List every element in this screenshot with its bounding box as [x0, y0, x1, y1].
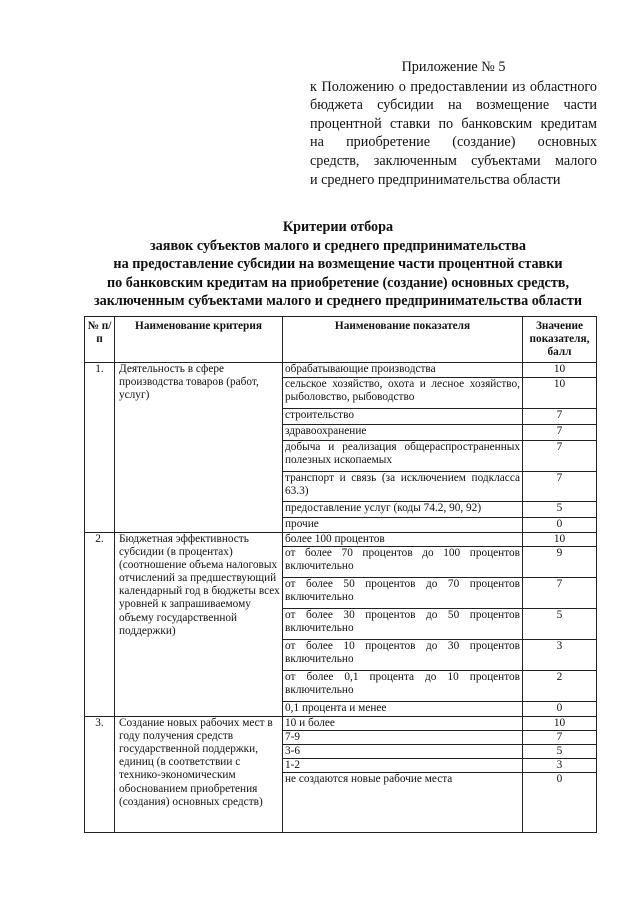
value-cell: 7 [523, 731, 597, 745]
indicator-cell: 1-2 [283, 759, 523, 773]
indicator-cell: от более 0,1 процента до 10 процентов включительно [283, 671, 523, 702]
value-cell: 9 [523, 547, 597, 578]
indicator-cell: здравоохранение [283, 425, 523, 441]
value-cell: 7 [523, 409, 597, 425]
indicator-cell: обрабатывающие производства [283, 363, 523, 378]
row-num: 3. [85, 717, 115, 833]
annex-body [310, 78, 597, 190]
header-value: Значение показателя, балл [523, 317, 597, 363]
value-cell: 10 [523, 717, 597, 731]
value-cell: 5 [523, 745, 597, 759]
value-cell: 0 [523, 773, 597, 833]
value-cell: 7 [523, 472, 597, 502]
indicator-cell: 0,1 процента и менее [283, 702, 523, 717]
row-num: 1. [85, 363, 115, 533]
annex-line: процентной ставки по банковским кредитам [310, 115, 597, 132]
value-cell: 7 [523, 441, 597, 472]
value-cell: 7 [523, 425, 597, 441]
indicator-cell: 3-6 [283, 745, 523, 759]
value-cell: 2 [523, 671, 597, 702]
table-row [85, 363, 597, 378]
indicator-cell: строительство [283, 409, 523, 425]
annex-line: и среднего предпринимательства области [310, 171, 561, 188]
indicator-cell: прочие [283, 518, 523, 533]
annex-line: средств, заключенным субъектами малого [310, 152, 597, 169]
value-cell: 10 [523, 363, 597, 378]
criteria-table [84, 316, 597, 833]
heading-line: на предоставление субсидии на возмещение части процентной ставки [113, 256, 563, 272]
indicator-cell: от более 30 процентов до 50 процентов включительно [283, 609, 523, 640]
value-cell: 3 [523, 759, 597, 773]
row-criterion: Создание новых рабочих мест в году получения средств государственной поддержки, единиц (в соответствии с технико-экономическим обоснованием приобретения (создания) основных средств) [115, 717, 283, 833]
header-indicator: Наименование показателя [283, 317, 523, 363]
indicator-cell: сельское хозяйство, охота и лесное хозяйство, рыболовство, рыбоводство [283, 378, 523, 409]
header-criterion: Наименование критерия [115, 317, 283, 363]
heading-line: заключенным субъектами малого и среднего предпринимательства области [93, 293, 583, 309]
indicator-cell: предоставление услуг (коды 74.2, 90, 92) [283, 502, 523, 518]
indicator-cell: 10 и более [283, 717, 523, 731]
indicator-cell: транспорт и связь (за исключением подкласса 63.3) [283, 472, 523, 502]
heading-line: заявок субъектов малого и среднего предпринимательства [149, 237, 527, 254]
indicator-cell: от более 50 процентов до 70 процентов включительно [283, 578, 523, 609]
indicator-cell: 7-9 [283, 731, 523, 745]
row-num: 2. [85, 533, 115, 717]
indicator-cell: добыча и реализация общераспространенных полезных ископаемых [283, 441, 523, 472]
value-cell: 0 [523, 518, 597, 533]
annex-block [310, 58, 597, 189]
indicator-cell: от более 70 процентов до 100 процентов включительно [283, 547, 523, 578]
document-heading [48, 218, 628, 311]
value-cell: 10 [523, 533, 597, 547]
value-cell: 3 [523, 640, 597, 671]
value-cell: 10 [523, 378, 597, 409]
table-row [85, 533, 597, 547]
indicator-cell: не создаются новые рабочие места [283, 773, 523, 833]
heading-line: Критерии отбора [282, 219, 394, 235]
heading-line: по банковским кредитам на приобретение (создание) основных средств, [106, 274, 569, 291]
value-cell: 7 [523, 578, 597, 609]
indicator-cell: от более 10 процентов до 30 процентов включительно [283, 640, 523, 671]
annex-title: Приложение № 5 [401, 59, 506, 75]
annex-line: на приобретение (создание) основных [310, 134, 597, 151]
value-cell: 5 [523, 609, 597, 640]
value-cell: 5 [523, 502, 597, 518]
table-header-row [85, 317, 597, 363]
annex-line: к Положению о предоставлении из областного [310, 78, 597, 95]
value-cell: 0 [523, 702, 597, 717]
indicator-cell: более 100 процентов [283, 533, 523, 547]
annex-line: бюджета субсидии на возмещение части [310, 97, 597, 114]
table-row [85, 717, 597, 731]
header-num: № п/п [85, 317, 115, 363]
row-criterion: Деятельность в сфере производства товаров (работ, услуг) [115, 363, 283, 533]
row-criterion: Бюджетная эффективность субсидии (в процентах) (соотношение объема налоговых отчислений за предшествующий календарный год в бюджеты всех уровней к запрашиваемому объему государственной поддержки) [115, 533, 283, 717]
